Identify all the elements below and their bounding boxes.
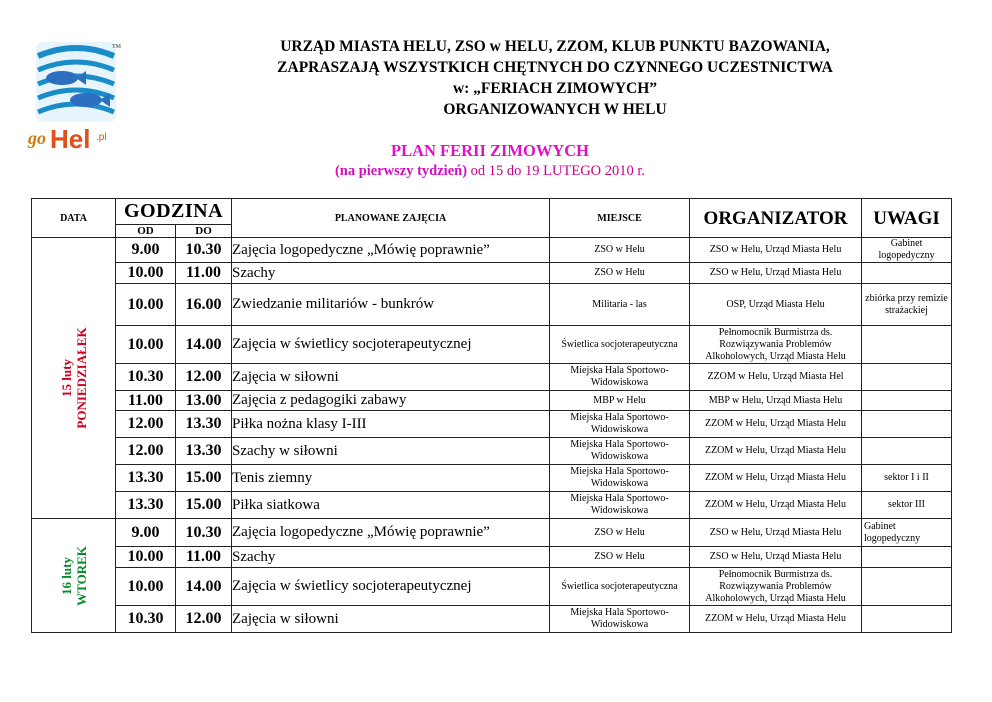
organizer: ZSO w Helu, Urząd Miasta Helu (690, 519, 862, 547)
remarks (862, 606, 952, 633)
time-to: 12.00 (176, 606, 232, 633)
time-from: 10.00 (116, 568, 176, 606)
header-line-3: w: „FERIACH ZIMOWYCH” (452, 80, 658, 97)
day-weekday: WTOREK (73, 545, 89, 606)
time-from: 9.00 (116, 519, 176, 547)
col-header-remarks: UWAGI (862, 199, 952, 238)
table-row (32, 547, 952, 568)
day-cell-tuesday (32, 519, 116, 633)
col-header-date: DATA (32, 199, 116, 238)
time-from: 11.00 (116, 391, 176, 411)
col-header-from: OD (116, 225, 176, 238)
time-to: 16.00 (176, 284, 232, 326)
activity: Zajęcia z pedagogiki zabawy (232, 391, 550, 411)
remarks: Gabinet logopedyczny (862, 519, 952, 547)
header-line-1: URZĄD MIASTA HELU, ZSO w HELU, ZZOM, KLUB PUNKTU BAZOWANIA, (280, 38, 830, 55)
organizer: Pełnomocnik Burmistrza ds. Rozwiązywania Problemów Alkoholowych, Urząd Miasta Helu (690, 326, 862, 364)
time-from: 10.00 (116, 263, 176, 284)
place: MBP w Helu (550, 391, 690, 411)
time-to: 13.00 (176, 391, 232, 411)
remarks: Gabinet logopedyczny (862, 238, 952, 263)
col-header-organizer: ORGANIZATOR (690, 199, 862, 238)
time-to: 10.30 (176, 238, 232, 263)
day-date: 16 luty (58, 556, 74, 595)
organizer: ZZOM w Helu, Urząd Miasta Hel (690, 364, 862, 391)
table-row (32, 606, 952, 633)
time-to: 14.00 (176, 326, 232, 364)
svg-text:go: go (28, 128, 46, 148)
activity: Zwiedzanie militariów - bunkrów (232, 284, 550, 326)
organizer: ZSO w Helu, Urząd Miasta Helu (690, 547, 862, 568)
day-label-monday (59, 327, 89, 428)
plan-title: PLAN FERII ZIMOWYCH (390, 141, 589, 160)
remarks: zbiórka przy remizie strażackiej (862, 284, 952, 326)
col-header-hour: GODZINA (116, 199, 232, 225)
time-from: 10.00 (116, 326, 176, 364)
header-line-2: ZAPRASZAJĄ WSZYSTKICH CHĘTNYCH DO CZYNNEGO UCZESTNICTWA (277, 59, 833, 76)
place: ZSO w Helu (550, 547, 690, 568)
remarks (862, 326, 952, 364)
place: ZSO w Helu (550, 519, 690, 547)
place: Miejska Hala Sportowo-Widowiskowa (550, 411, 690, 438)
table-row (32, 465, 952, 492)
remarks: sektor I i II (862, 465, 952, 492)
time-to: 13.30 (176, 438, 232, 465)
organizer: OSP, Urząd Miasta Helu (690, 284, 862, 326)
time-to: 14.00 (176, 568, 232, 606)
activity: Szachy (232, 547, 550, 568)
activity: Piłka nożna klasy I-III (232, 411, 550, 438)
table-row (32, 263, 952, 284)
remarks (862, 438, 952, 465)
place: Świetlica socjoterapeutyczna (550, 326, 690, 364)
organizer: ZSO w Helu, Urząd Miasta Helu (690, 263, 862, 284)
header-line-4: ORGANIZOWANYCH W HELU (443, 101, 667, 118)
time-from: 12.00 (116, 411, 176, 438)
remarks (862, 568, 952, 606)
organizer: ZZOM w Helu, Urząd Miasta Helu (690, 438, 862, 465)
organizer: ZZOM w Helu, Urząd Miasta Helu (690, 465, 862, 492)
col-header-place: MIEJSCE (550, 199, 690, 238)
activity: Szachy w siłowni (232, 438, 550, 465)
table-row (32, 364, 952, 391)
time-from: 13.30 (116, 492, 176, 519)
plan-subtitle (140, 163, 840, 180)
table-row (32, 326, 952, 364)
organizer: ZZOM w Helu, Urząd Miasta Helu (690, 492, 862, 519)
remarks (862, 411, 952, 438)
time-from: 10.00 (116, 284, 176, 326)
tm-mark: TM (112, 44, 121, 50)
place: ZSO w Helu (550, 238, 690, 263)
time-from: 13.30 (116, 465, 176, 492)
remarks: sektor III (862, 492, 952, 519)
remarks (862, 391, 952, 411)
day-weekday: PONIEDZIAŁEK (73, 327, 89, 429)
time-to: 15.00 (176, 465, 232, 492)
time-from: 9.00 (116, 238, 176, 263)
place: Miejska Hala Sportowo-Widowiskowa (550, 606, 690, 633)
remarks (862, 547, 952, 568)
place: Miejska Hala Sportowo-Widowiskowa (550, 438, 690, 465)
activity: Piłka siatkowa (232, 492, 550, 519)
plan-subtitle-week: (na pierwszy tydzień) (334, 163, 468, 179)
col-header-activity: PLANOWANE ZAJĘCIA (232, 199, 550, 238)
place: Militaria - las (550, 284, 690, 326)
table-row (32, 238, 952, 263)
day-label-tuesday (59, 546, 89, 606)
invitation-header (140, 36, 970, 120)
table-row (32, 411, 952, 438)
time-to: 13.30 (176, 411, 232, 438)
table-row (32, 391, 952, 411)
table-row (32, 519, 952, 547)
activity: Zajęcia w siłowni (232, 364, 550, 391)
place: Miejska Hala Sportowo-Widowiskowa (550, 465, 690, 492)
plan-subtitle-dates: od 15 do 19 LUTEGO 2010 r. (467, 163, 646, 179)
time-from: 12.00 (116, 438, 176, 465)
time-from: 10.30 (116, 606, 176, 633)
day-cell-monday (32, 238, 116, 519)
table-row (32, 568, 952, 606)
day-date: 15 luty (58, 359, 74, 397)
time-to: 15.00 (176, 492, 232, 519)
table-row (32, 438, 952, 465)
gohel-logo (24, 36, 134, 158)
svg-text:.pl: .pl (96, 132, 107, 143)
time-from: 10.00 (116, 547, 176, 568)
organizer: ZSO w Helu, Urząd Miasta Helu (690, 238, 862, 263)
table-row (32, 284, 952, 326)
activity: Tenis ziemny (232, 465, 550, 492)
remarks (862, 263, 952, 284)
organizer: ZZOM w Helu, Urząd Miasta Helu (690, 606, 862, 633)
activity: Zajęcia logopedyczne „Mówię poprawnie” (232, 238, 550, 263)
time-from: 10.30 (116, 364, 176, 391)
time-to: 12.00 (176, 364, 232, 391)
organizer: ZZOM w Helu, Urząd Miasta Helu (690, 411, 862, 438)
col-header-to: DO (176, 225, 232, 238)
time-to: 10.30 (176, 519, 232, 547)
activity: Zajęcia logopedyczne „Mówię poprawnie” (232, 519, 550, 547)
activity: Zajęcia w siłowni (232, 606, 550, 633)
time-to: 11.00 (176, 263, 232, 284)
schedule-table (31, 198, 952, 633)
activity: Zajęcia w świetlicy socjoterapeutycznej (232, 568, 550, 606)
place: Miejska Hala Sportowo-Widowiskowa (550, 492, 690, 519)
organizer: Pełnomocnik Burmistrza ds. Rozwiązywania Problemów Alkoholowych, Urząd Miasta Helu (690, 568, 862, 606)
table-row (32, 492, 952, 519)
remarks (862, 364, 952, 391)
svg-text:Hel: Hel (50, 124, 91, 154)
place: ZSO w Helu (550, 263, 690, 284)
activity: Szachy (232, 263, 550, 284)
organizer: MBP w Helu, Urząd Miasta Helu (690, 391, 862, 411)
time-to: 11.00 (176, 547, 232, 568)
place: Miejska Hala Sportowo-Widowiskowa (550, 364, 690, 391)
place: Świetlica socjoterapeutyczna (550, 568, 690, 606)
activity: Zajęcia w świetlicy socjoterapeutycznej (232, 326, 550, 364)
